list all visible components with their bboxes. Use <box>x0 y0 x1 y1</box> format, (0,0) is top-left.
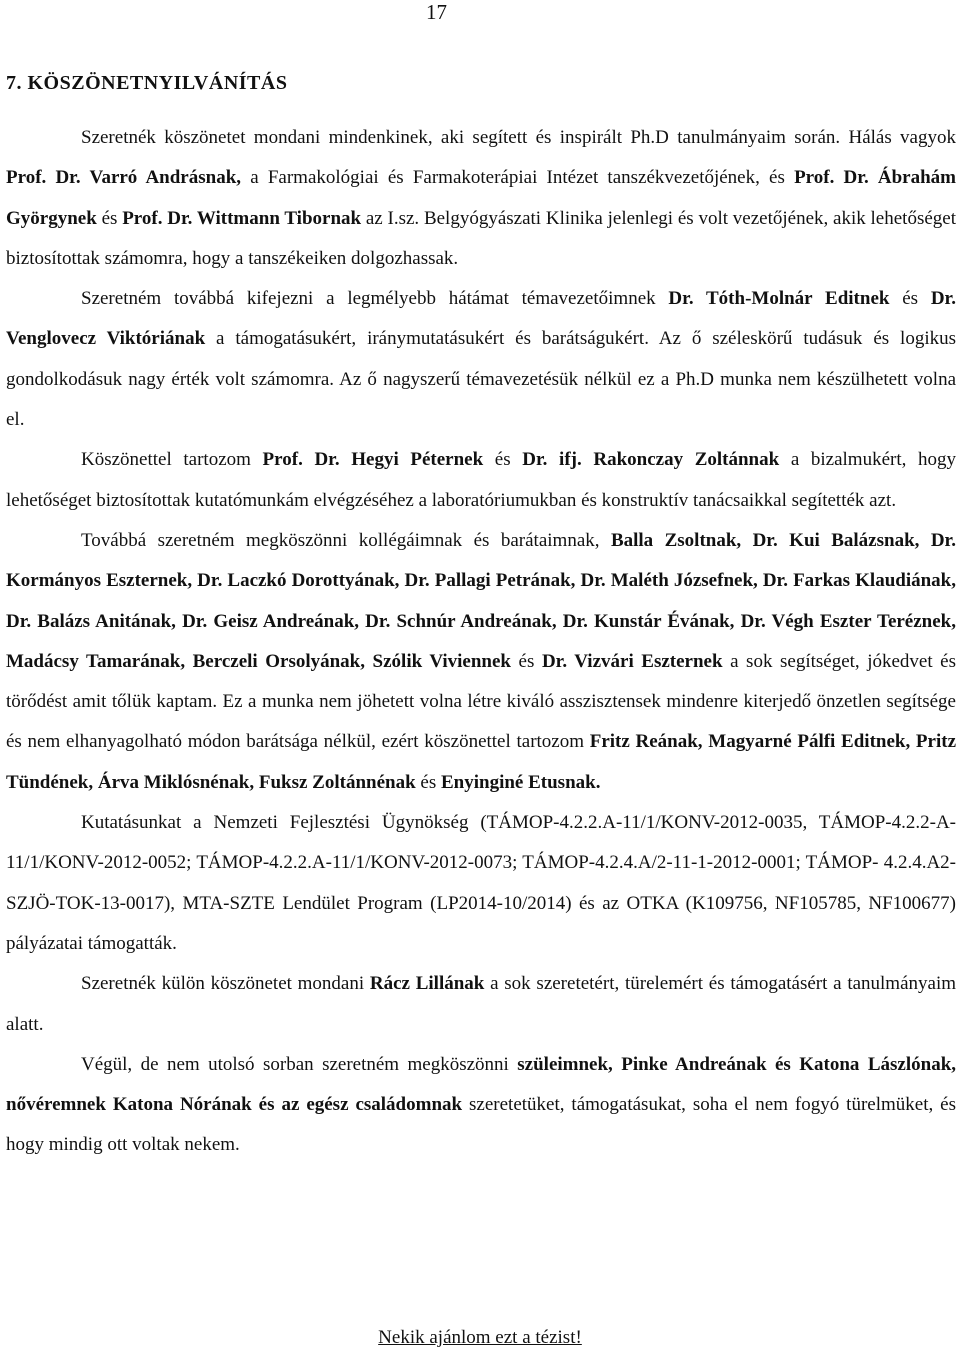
text-run: Szeretnék külön köszönetet mondani <box>81 973 370 995</box>
bold-name-run: Prof. Dr. Varró Andrásnak, <box>6 167 242 189</box>
text-run: és <box>96 207 123 229</box>
text-run: Szeretnék köszönetet mondani mindenkinek, aki segített és inspirált Ph.D tanulmányaim során. Hálás vagyok <box>81 127 956 148</box>
text-run: Továbbá szeretném megköszönni kollégáimnak és barátaimnak, <box>81 529 611 551</box>
bold-name-run: Prof. Dr. Ábrahám Györgynek <box>6 167 957 229</box>
text-run: Szeretném továbbá kifejezni a legmélyebb hátámat témavezetőimnek <box>81 288 669 310</box>
dedication-line: Nekik ajánlom ezt a tézist! <box>378 1327 582 1348</box>
bold-name-run: Dr. Venglovecz Viktóriának <box>6 288 956 350</box>
bold-name-run: Prof. Dr. Wittmann Tibornak <box>122 207 362 229</box>
text-run: Köszönettel tartozom <box>81 449 263 471</box>
page-number: 17 <box>426 0 447 24</box>
bold-name-run: Rácz Lillának <box>369 973 485 995</box>
text-run: és <box>483 449 523 471</box>
paragraph <box>6 279 956 440</box>
text-run: az I.sz. Belgyógyászati Klinika jelenlegi és volt vezetőjének, akik lehetőséget biztosítottak számomra, hogy a tanszékeiken dolgozhassak. <box>6 207 956 269</box>
text-run: és <box>889 288 931 310</box>
text-run: a támogatásukért, iránymutatásukért és barátságukért. Az ő széleskörű tudásuk és logikus gondolkodásuk nagy érték volt számomra. Az ő nagyszerű témavezetésük nélkül ez a Ph.D munka nem készülhetett volna el. <box>6 328 956 431</box>
text-run: a sok segítséget, jókedvet és törődést amit tőlük kaptam. Ez a munka nem jöhetett volna létre kiváló asszisztensek mindenre kiterjedő önzetlen segítsége és nem elhanyagolható módon barátsága nélkül, ezért köszönettel tartozom <box>6 650 956 753</box>
text-run: a sok szeretetért, türelemért és támogatásért a tanulmányaim alatt. <box>6 973 957 1035</box>
text-run: a bizalmukért, hogy lehetőséget biztosítottak kutatómunkám elvégzéséhez a laboratóriumukban és konstruktív tanácsaikkal segítették azt. <box>6 449 956 511</box>
bold-name-run: Prof. Dr. Hegyi Péternek <box>262 449 484 471</box>
text-run: Végül, de nem utolsó sorban szeretném megköszönni <box>81 1053 518 1075</box>
section-heading: 7. KÖSZÖNETNYILVÁNÍTÁS <box>6 72 288 94</box>
acknowledgement-body <box>6 118 956 1166</box>
text-run: a Farmakológiai és Farmakoterápiai Intézet tanszékvezetőjének, és <box>241 167 795 189</box>
bold-name-run: Dr. Tóth-Molnár Editnek <box>668 288 890 310</box>
bold-name-run: Dr. Vizvári Eszternek <box>541 650 723 672</box>
paragraph <box>6 118 956 279</box>
paragraph <box>6 521 956 803</box>
text-run: Kutatásunkat a Nemzeti Fejlesztési Ügynökség (TÁMOP-4.2.2.A-11/1/KONV-2012-0035, TÁMOP-4.2.2-A-11/1/KONV-2012-0052; TÁMOP-4.2.2.A-11/1/KONV-2012-0073; TÁMOP-4.2.4.A/2-11-1-2012-0001; TÁMOP- 4.2.4.A2-SZJÖ-TOK-13-0017), MTA-SZTE Lendület Program (LP2014-10/2014) és az OTKA (K109756, NF105785, NF100677) pályázatai támogatták. <box>6 812 956 954</box>
paragraph <box>6 803 956 964</box>
bold-name-run: szüleimnek, Pinke Andreának és Katona Lászlónak, nővéremnek Katona Nórának és az egész családomnak <box>6 1053 957 1116</box>
paragraph <box>6 1045 956 1166</box>
paragraph <box>6 440 956 521</box>
bold-name-run: Enyinginé Etusnak. <box>441 771 601 793</box>
paragraph <box>6 964 956 1045</box>
bold-name-run: Balla Zsoltnak, Dr. Kui Balázsnak, Dr. Kormányos Eszternek, Dr. Laczkó Dorottyának, Dr. Pallagi Petrának, Dr. Maléth Józsefnek, Dr. Farkas Klaudiának, Dr. Balázs Anitának, Dr. Geisz Andreának, Dr. Schnúr Andreának, Dr. Kunstár Évának, Dr. Végh Eszter Teréznek, Madácsy Tamarának, Berczeli Orsolyának, Szólik Viviennek <box>6 529 956 672</box>
bold-name-run: Fritz Reának, Magyarné Pálfi Editnek, Pritz Tündének, Árva Miklósnénak, Fuksz Zoltánnénak <box>6 731 957 793</box>
text-run: és <box>511 650 542 672</box>
bold-name-run: Dr. ifj. Rakonczay Zoltánnak <box>522 449 780 471</box>
text-run: és <box>415 771 441 793</box>
text-run: szeretetüket, támogatásukat, soha el nem fogyó türelmüket, és hogy mindig ott voltak nekem. <box>6 1094 956 1156</box>
